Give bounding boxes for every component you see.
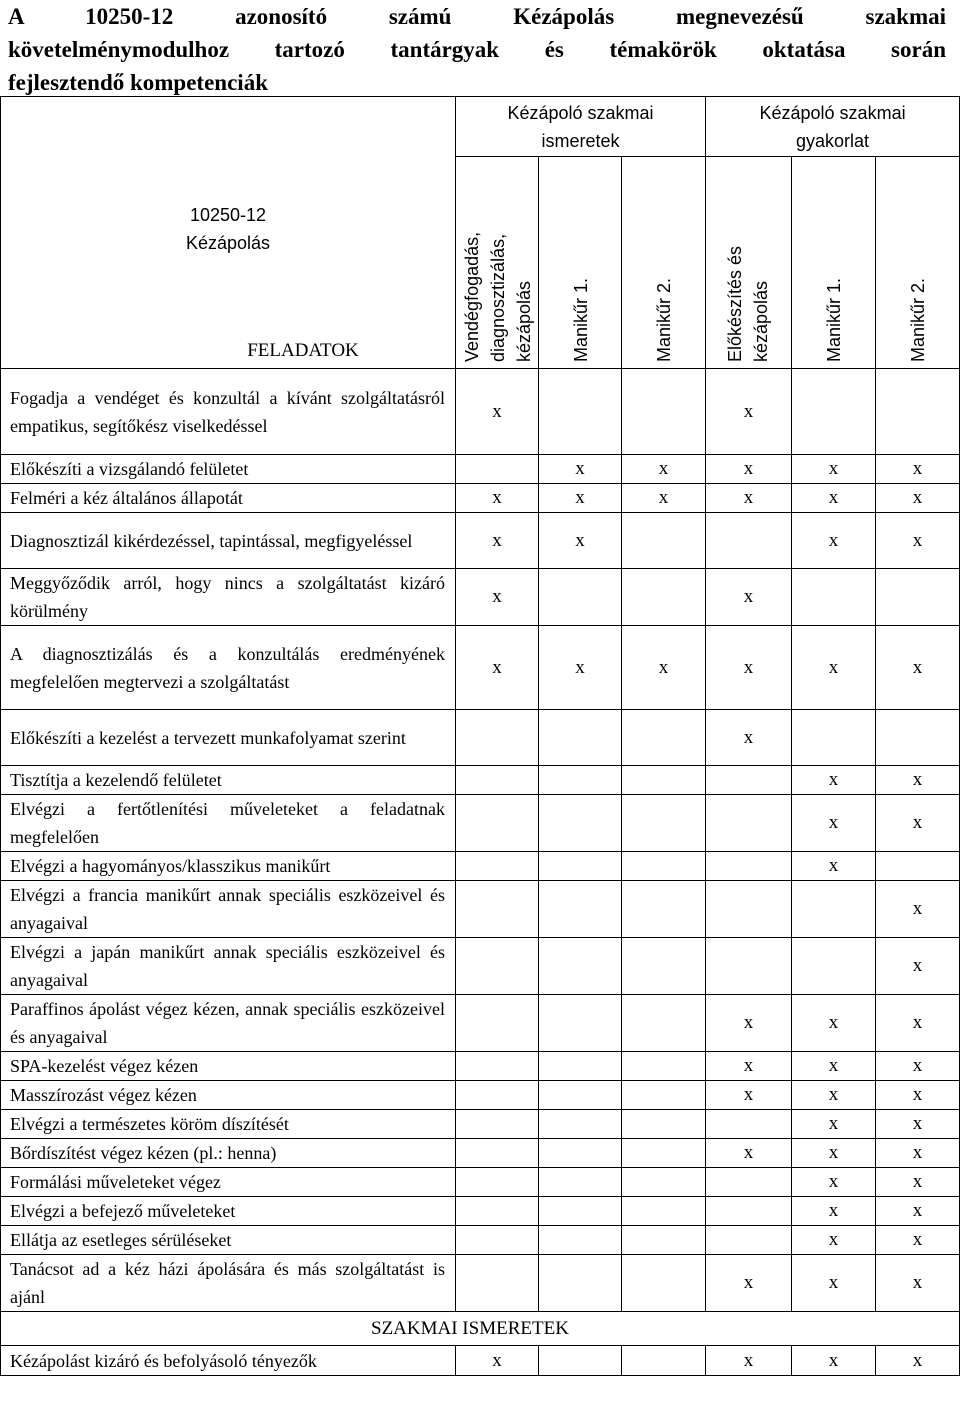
mark-cell xyxy=(622,1197,706,1226)
mark-cell: x xyxy=(876,1168,960,1197)
mark-cell: x xyxy=(792,1052,876,1081)
szakmai-ismeretek-label: SZAKMAI ISMERETEK xyxy=(1,1312,960,1346)
mark-cell xyxy=(539,710,622,766)
mark-cell: x xyxy=(706,1255,792,1312)
task-text: Elvégzi a hagyományos/klasszikus manikűrt xyxy=(1,852,456,881)
table-row xyxy=(1,766,960,795)
column-header-5 xyxy=(792,157,876,369)
task-text: Tisztítja a kezelendő felületet xyxy=(1,766,456,795)
mark-cell xyxy=(456,1197,539,1226)
mark-cell xyxy=(539,766,622,795)
mark-cell: x xyxy=(706,626,792,710)
mark-cell: x xyxy=(706,1081,792,1110)
task-text: Elvégzi a japán manikűrt annak speciális eszközeivel és anyagaival xyxy=(1,938,456,995)
column-header-3 xyxy=(622,157,706,369)
title-line-3: fejlesztendő kompetenciák xyxy=(8,70,268,95)
task-text: Fogadja a vendéget és konzultál a kívánt szolgáltatásról empatikus, segítőkész viselkedéssel xyxy=(1,369,456,455)
mark-cell xyxy=(456,1226,539,1255)
task-text: Előkészíti a kezelést a tervezett munkafolyamat szerint xyxy=(1,710,456,766)
mark-cell: x xyxy=(876,766,960,795)
mark-cell xyxy=(622,1168,706,1197)
mark-cell xyxy=(792,369,876,455)
column-header-line: kézápolás xyxy=(514,280,534,362)
mark-cell: x xyxy=(876,1255,960,1312)
column-header-line: diagnosztizálás, xyxy=(488,233,508,362)
title-line-1: A 10250-12 azonosító számú Kézápolás megnevezésű szakmai xyxy=(8,4,946,29)
mark-cell xyxy=(706,1110,792,1139)
column-header-4 xyxy=(706,157,792,369)
group-knowledge-label: Kézápoló szakmai ismeretek xyxy=(507,102,654,151)
mark-cell xyxy=(539,1081,622,1110)
task-text: Elvégzi a fertőtlenítési műveleteket a feladatnak megfelelően xyxy=(1,795,456,852)
task-text: Felméri a kéz általános állapotát xyxy=(1,484,456,513)
mark-cell xyxy=(622,881,706,938)
mark-cell xyxy=(706,1168,792,1197)
mark-cell xyxy=(539,369,622,455)
mark-cell: x xyxy=(876,1110,960,1139)
mark-cell: x xyxy=(539,484,622,513)
group-knowledge-header xyxy=(456,97,706,157)
mark-cell: x xyxy=(792,513,876,569)
mark-cell: x xyxy=(539,626,622,710)
mark-cell xyxy=(456,1110,539,1139)
mark-cell xyxy=(706,513,792,569)
mark-cell xyxy=(622,852,706,881)
mark-cell: x xyxy=(876,938,960,995)
mark-cell: x xyxy=(706,369,792,455)
mark-cell: x xyxy=(706,1139,792,1168)
table-row xyxy=(1,795,960,852)
mark-cell: x xyxy=(792,1255,876,1312)
table-row xyxy=(1,1197,960,1226)
mark-cell: x xyxy=(456,626,539,710)
table-row xyxy=(1,1139,960,1168)
column-header-line: kézápolás xyxy=(751,280,772,362)
table-row xyxy=(1,1226,960,1255)
mark-cell xyxy=(706,852,792,881)
task-text: Elvégzi a francia manikűrt annak speciális eszközeivel és anyagaival xyxy=(1,881,456,938)
mark-cell: x xyxy=(706,569,792,626)
mark-cell xyxy=(539,881,622,938)
task-text: Előkészíti a vizsgálandó felületet xyxy=(1,455,456,484)
table-row xyxy=(1,569,960,626)
task-text: A diagnosztizálás és a konzultálás eredményének megfelelően megtervezi a szolgáltatást xyxy=(1,626,456,710)
mark-cell xyxy=(706,795,792,852)
mark-cell xyxy=(706,1197,792,1226)
mark-cell xyxy=(876,569,960,626)
table-row xyxy=(1,852,960,881)
mark-cell xyxy=(622,995,706,1052)
mark-cell: x xyxy=(876,484,960,513)
mark-cell: x xyxy=(456,1346,539,1376)
table-row xyxy=(1,881,960,938)
table-row xyxy=(1,710,960,766)
task-text: Bőrdíszítést végez kézen (pl.: henna) xyxy=(1,1139,456,1168)
mark-cell: x xyxy=(706,484,792,513)
mark-cell xyxy=(622,1139,706,1168)
mark-cell: x xyxy=(539,513,622,569)
mark-cell xyxy=(539,1255,622,1312)
mark-cell: x xyxy=(792,1226,876,1255)
mark-cell xyxy=(539,1052,622,1081)
mark-cell xyxy=(539,569,622,626)
mark-cell xyxy=(539,1226,622,1255)
group-practice-header xyxy=(706,97,960,157)
column-header-line: Vendégfogadás, xyxy=(462,231,482,362)
task-text: Paraffinos ápolást végez kézen, annak speciális eszközeivel és anyagaival xyxy=(1,995,456,1052)
column-header-6 xyxy=(876,157,960,369)
mark-cell: x xyxy=(876,995,960,1052)
task-text: Masszírozást végez kézen xyxy=(1,1081,456,1110)
mark-cell xyxy=(622,1110,706,1139)
mark-cell: x xyxy=(706,1052,792,1081)
task-text: Formálási műveleteket végez xyxy=(1,1168,456,1197)
mark-cell xyxy=(539,995,622,1052)
mark-cell: x xyxy=(706,995,792,1052)
mark-cell: x xyxy=(876,1052,960,1081)
mark-cell xyxy=(539,1197,622,1226)
group-practice-label: Kézápoló szakmai gyakorlat xyxy=(759,102,906,151)
mark-cell xyxy=(622,1052,706,1081)
mark-cell: x xyxy=(792,1168,876,1197)
document-title xyxy=(8,0,946,99)
mark-cell: x xyxy=(456,369,539,455)
mark-cell: x xyxy=(876,1346,960,1376)
mark-cell: x xyxy=(876,881,960,938)
task-text: Ellátja az esetleges sérüléseket xyxy=(1,1226,456,1255)
table-row xyxy=(1,1081,960,1110)
mark-cell xyxy=(622,569,706,626)
task-text: SPA-kezelést végez kézen xyxy=(1,1052,456,1081)
mark-cell xyxy=(456,995,539,1052)
mark-cell: x xyxy=(792,1139,876,1168)
module-header xyxy=(1,97,456,369)
mark-cell xyxy=(706,938,792,995)
module-code: 10250-12 xyxy=(189,204,267,225)
mark-cell xyxy=(876,852,960,881)
competency-table xyxy=(0,96,960,1376)
mark-cell xyxy=(539,795,622,852)
mark-cell xyxy=(456,852,539,881)
table-row xyxy=(1,1110,960,1139)
mark-cell xyxy=(622,513,706,569)
mark-cell: x xyxy=(876,513,960,569)
mark-cell xyxy=(456,1081,539,1110)
mark-cell: x xyxy=(876,626,960,710)
mark-cell xyxy=(456,766,539,795)
mark-cell: x xyxy=(456,513,539,569)
mark-cell: x xyxy=(706,1346,792,1376)
mark-cell: x xyxy=(792,1110,876,1139)
mark-cell: x xyxy=(792,766,876,795)
mark-cell xyxy=(706,1226,792,1255)
mark-cell xyxy=(456,1139,539,1168)
table-row xyxy=(1,938,960,995)
mark-cell xyxy=(456,795,539,852)
column-header-line: Manikűr 1. xyxy=(824,277,845,362)
table-row xyxy=(1,1255,960,1312)
task-text: Diagnosztizál kikérdezéssel, tapintással, megfigyeléssel xyxy=(1,513,456,569)
mark-cell: x xyxy=(792,852,876,881)
table-row xyxy=(1,513,960,569)
mark-cell xyxy=(622,1226,706,1255)
mark-cell xyxy=(622,766,706,795)
mark-cell: x xyxy=(622,484,706,513)
mark-cell xyxy=(456,1255,539,1312)
mark-cell xyxy=(706,881,792,938)
task-text: Elvégzi a természetes köröm díszítését xyxy=(1,1110,456,1139)
mark-cell: x xyxy=(706,455,792,484)
mark-cell: x xyxy=(792,484,876,513)
table-row xyxy=(1,1346,960,1376)
table-row xyxy=(1,626,960,710)
mark-cell xyxy=(622,938,706,995)
table-row xyxy=(1,455,960,484)
mark-cell: x xyxy=(876,1226,960,1255)
table-row xyxy=(1,1052,960,1081)
table-row xyxy=(1,369,960,455)
mark-cell xyxy=(456,1052,539,1081)
mark-cell xyxy=(456,881,539,938)
mark-cell: x xyxy=(792,795,876,852)
mark-cell xyxy=(456,455,539,484)
table-row xyxy=(1,995,960,1052)
feladatok-label: FELADATOK xyxy=(247,339,359,361)
mark-cell xyxy=(792,938,876,995)
mark-cell xyxy=(456,710,539,766)
column-header-2 xyxy=(539,157,622,369)
column-header-line: Manikűr 2. xyxy=(654,277,674,362)
mark-cell xyxy=(622,710,706,766)
module-name: Kézápolás xyxy=(185,232,271,253)
mark-cell xyxy=(539,1168,622,1197)
mark-cell: x xyxy=(792,995,876,1052)
mark-cell: x xyxy=(706,710,792,766)
mark-cell xyxy=(539,1110,622,1139)
mark-cell xyxy=(876,369,960,455)
mark-cell: x xyxy=(876,1139,960,1168)
mark-cell xyxy=(539,852,622,881)
mark-cell: x xyxy=(456,569,539,626)
task-text: Elvégzi a befejező műveleteket xyxy=(1,1197,456,1226)
mark-cell: x xyxy=(622,626,706,710)
mark-cell xyxy=(622,1081,706,1110)
mark-cell: x xyxy=(876,1081,960,1110)
mark-cell: x xyxy=(792,626,876,710)
mark-cell: x xyxy=(876,1197,960,1226)
task-text: Tanácsot ad a kéz házi ápolására és más szolgáltatást is ajánl xyxy=(1,1255,456,1312)
column-header-1 xyxy=(456,157,539,369)
mark-cell xyxy=(622,1346,706,1376)
mark-cell xyxy=(792,569,876,626)
mark-cell xyxy=(792,710,876,766)
mark-cell xyxy=(539,1139,622,1168)
mark-cell xyxy=(622,1255,706,1312)
mark-cell xyxy=(456,938,539,995)
column-header-line: Manikűr 1. xyxy=(571,277,591,362)
mark-cell: x xyxy=(539,455,622,484)
mark-cell xyxy=(539,938,622,995)
title-line-2: követelménymodulhoz tartozó tantárgyak és témakörök oktatása során xyxy=(8,37,946,62)
mark-cell: x xyxy=(792,1346,876,1376)
mark-cell xyxy=(539,1346,622,1376)
column-header-line: Manikűr 2. xyxy=(908,277,929,362)
section-row xyxy=(1,1312,960,1346)
mark-cell: x xyxy=(792,1197,876,1226)
mark-cell xyxy=(706,766,792,795)
mark-cell: x xyxy=(876,455,960,484)
mark-cell xyxy=(622,795,706,852)
mark-cell xyxy=(792,881,876,938)
task-text: Meggyőződik arról, hogy nincs a szolgáltatást kizáró körülmény xyxy=(1,569,456,626)
mark-cell xyxy=(456,1168,539,1197)
mark-cell: x xyxy=(792,455,876,484)
table-row xyxy=(1,1168,960,1197)
mark-cell: x xyxy=(876,795,960,852)
table-row xyxy=(1,484,960,513)
mark-cell: x xyxy=(622,455,706,484)
task-text: Kézápolást kizáró és befolyásoló tényezők xyxy=(1,1346,456,1376)
mark-cell xyxy=(876,710,960,766)
column-header-line: Előkészítés és xyxy=(725,245,746,362)
mark-cell: x xyxy=(792,1081,876,1110)
mark-cell: x xyxy=(456,484,539,513)
mark-cell xyxy=(622,369,706,455)
